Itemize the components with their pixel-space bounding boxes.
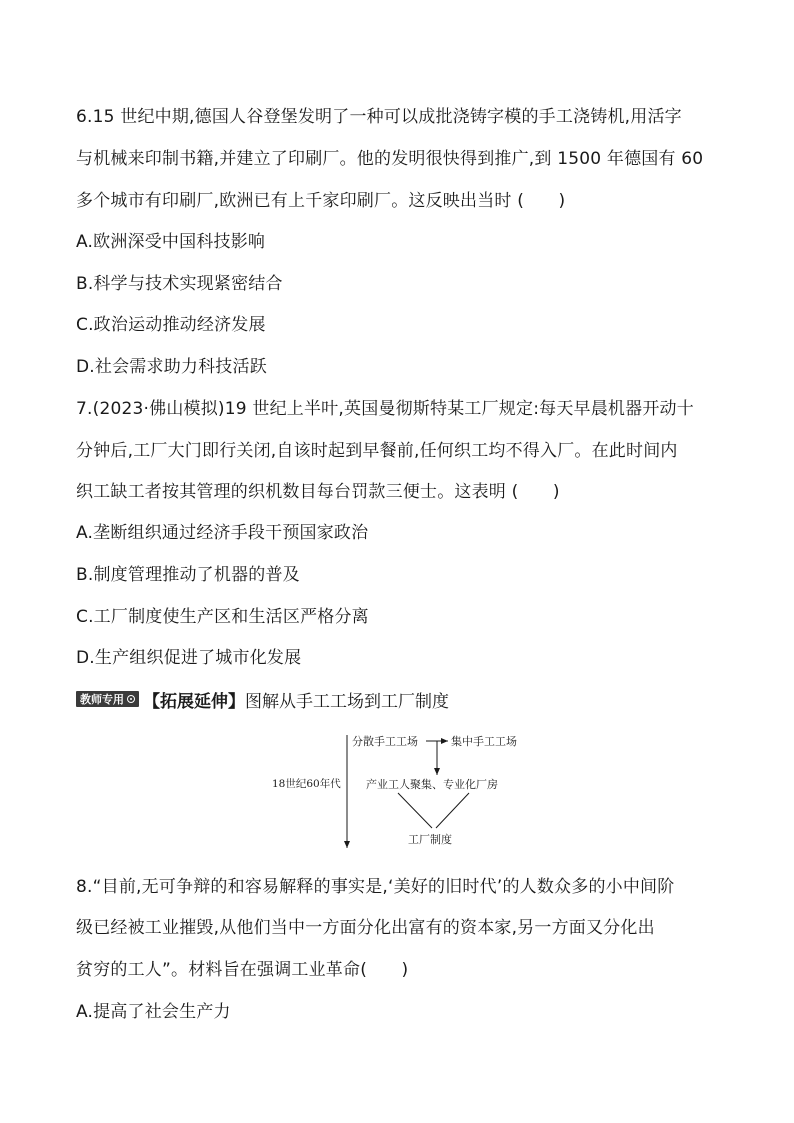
q7-option-b: B.制度管理推动了机器的普及: [76, 565, 300, 585]
teacher-only-label: 教师专用: [80, 693, 124, 706]
q6-stem-line-1: 6.15 世纪中期,德国人谷登堡发明了一种可以成批浇铸字模的手工浇铸机,用活字: [76, 107, 682, 127]
q8-option-a: A.提高了社会生产力: [76, 1002, 231, 1022]
q6-option-d: D.社会需求助力科技活跃: [76, 357, 267, 377]
node-factory: 工厂制度: [408, 833, 452, 846]
q6-stem-line-3: 多个城市有印刷厂,欧洲已有上千家印刷厂。这反映出当时 ( ): [76, 191, 566, 211]
bracket-close: 】: [228, 691, 245, 712]
q8-stem-line-2: 级已经被工业摧毁,从他们当中一方面分化出富有的资本家,另一方面又分化出: [76, 918, 655, 938]
extension-title-text: 图解从手工工场到工厂制度: [245, 691, 449, 712]
q7-stem-line-1: 7.(2023·佛山模拟)19 世纪上半叶,英国曼彻斯特某工厂规定:每天早晨机器开动十: [76, 399, 694, 419]
node-centralized: 集中手工工场: [451, 735, 517, 748]
bracket-open: 【: [143, 691, 160, 712]
v-line-right: [436, 793, 469, 828]
q7-option-d: D.生产组织促进了城市化发展: [76, 648, 302, 668]
q6-option-b: B.科学与技术实现紧密结合: [76, 274, 283, 294]
v-line-left: [398, 793, 432, 828]
q7-option-c: C.工厂制度使生产区和生活区严格分离: [76, 607, 369, 627]
q8-stem-line-3: 贫穷的工人”。材料旨在强调工业革命( ): [76, 960, 409, 980]
q6-option-a: A.欧洲深受中国科技影响: [76, 232, 266, 252]
q8-stem-line-1: 8.“目前,无可争辩的和容易解释的事实是,‘美好的旧时代’的人数众多的小中间阶: [76, 877, 675, 897]
q7-stem-line-2: 分钟后,工厂大门即行关闭,自该时起到早餐前,任何织工均不得入厂。在此时间内: [76, 441, 678, 461]
extension-tag: 拓展延伸: [160, 691, 228, 712]
q6-option-c: C.政治运动推动经济发展: [76, 315, 266, 335]
q6-stem-line-2: 与机械来印制书籍,并建立了印刷厂。他的发明很快得到推广,到 1500 年德国有 60: [76, 149, 704, 169]
time-label: 18世纪60年代: [272, 778, 341, 790]
node-gathering: 产业工人聚集、专业化厂房: [366, 778, 498, 791]
q7-option-a: A.垄断组织通过经济手段干预国家政治: [76, 523, 369, 543]
node-scattered: 分散手工工场: [352, 735, 418, 748]
q7-stem-line-3: 织工缺工者按其管理的织机数目每台罚款三便士。这表明 ( ): [76, 482, 560, 502]
